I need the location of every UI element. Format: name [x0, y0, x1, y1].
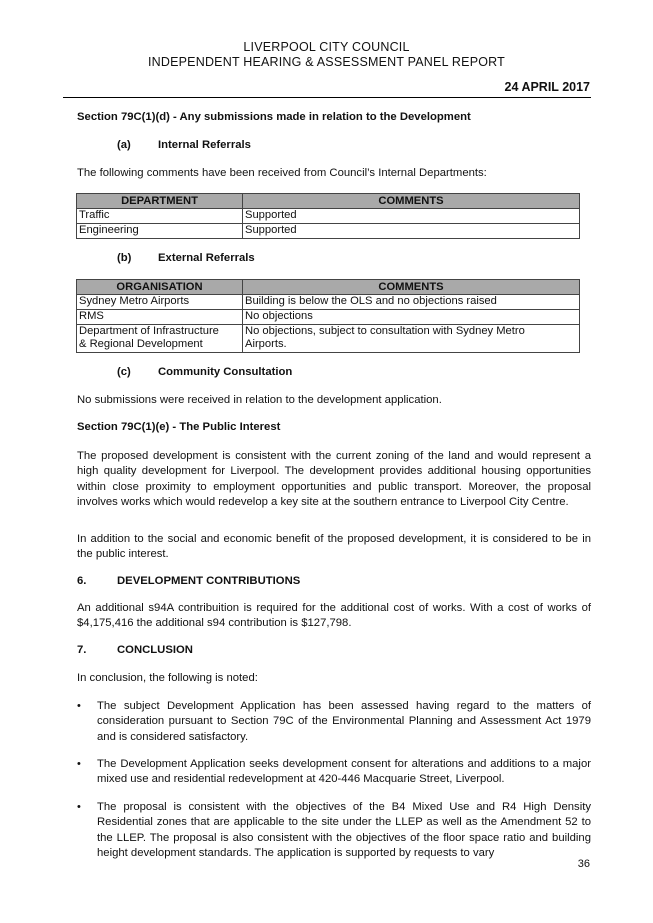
council-name: LIVERPOOL CITY COUNCIL	[243, 40, 410, 54]
section-79c-d-heading: Section 79C(1)(d) - Any submissions made in relation to the Development	[77, 111, 471, 123]
conclusion-bullet-text: The proposal is consistent with the objectives of the B4 Mixed Use and R4 High Density Residential zones that are applicable to the site under the LLEP as well as the Amendment 52 to the LLEP. The proposal is also consistent with the objectives of the floor space ratio and building height development standards. The application is supported by requests to vary	[97, 801, 591, 859]
comments-column-header: COMMENTS	[243, 280, 580, 295]
bullet-icon: •	[77, 758, 81, 770]
report-title: INDEPENDENT HEARING & ASSESSMENT PANEL REPORT	[147, 55, 505, 69]
organisation-cell: RMS	[77, 309, 243, 324]
table-row	[77, 295, 580, 310]
header-divider	[63, 97, 591, 98]
table-header-row	[77, 194, 580, 209]
department-cell: Engineering	[77, 223, 243, 238]
public-interest-paragraph-2: In addition to the social and economic benefit of the proposed development, it is considered to be in the public interest.	[77, 533, 591, 561]
comment-cell	[243, 324, 580, 353]
bullet-icon: •	[77, 700, 81, 712]
section-79c-e-heading: Section 79C(1)(e) - The Public Interest	[77, 421, 281, 433]
internal-referrals-intro: The following comments have been received from Council’s Internal Departments:	[77, 167, 487, 179]
internal-referrals-table	[76, 193, 580, 239]
department-column-header: DEPARTMENT	[77, 194, 243, 209]
comments-column-header: COMMENTS	[243, 194, 580, 209]
comment-cell: No objections	[243, 309, 580, 324]
table-header-row	[77, 280, 580, 295]
page-number: 36	[577, 858, 590, 870]
external-referrals-label: (b)	[117, 252, 132, 264]
conclusion-intro: In conclusion, the following is noted:	[77, 672, 258, 684]
comment-line: Airports.	[245, 338, 287, 351]
table-row	[77, 324, 580, 353]
comment-cell: Supported	[243, 209, 580, 224]
conclusion-bullet-text: The Development Application seeks development consent for alterations and additions to a major mixed use and residential redevelopment at 420-446 Macquarie Street, Liverpool.	[97, 758, 591, 786]
internal-referrals-title: Internal Referrals	[158, 139, 251, 151]
community-consultation-title: Community Consultation	[158, 366, 293, 378]
comment-cell: Building is below the OLS and no objections raised	[243, 295, 580, 310]
conclusion-bullet-text: The subject Development Application has been assessed having regard to the matters of consideration pursuant to Section 79C of the Environmental Planning and Assessment Act 1979 and is considered satisfactory.	[97, 700, 591, 743]
bullet-icon: •	[77, 801, 81, 813]
organisation-cell: Sydney Metro Airports	[77, 295, 243, 310]
public-interest-paragraph-1: The proposed development is consistent with the current zoning of the land and would represent a high quality development for Liverpool. The development provides additional housing opportunities within close proximity to employment opportunities and public transport. Moreover, the proposal involves works which would redevelop a key site at the southern entrance to Liverpool City Centre.	[77, 450, 591, 508]
comment-cell: Supported	[243, 223, 580, 238]
contributions-paragraph: An additional s94A contribuition is required for the additional cost of works. With a cost of works of $4,175,416 the additional s94 contribution is $127,798.	[77, 602, 591, 630]
external-referrals-title: External Referrals	[158, 252, 255, 264]
department-cell: Traffic	[77, 209, 243, 224]
section-6-number: 6.	[77, 575, 87, 587]
section-7-title: CONCLUSION	[117, 644, 193, 656]
community-consultation-label: (c)	[117, 366, 131, 378]
table-row	[77, 209, 580, 224]
organisation-line: Department of Infrastructure	[79, 324, 219, 337]
section-7-number: 7.	[77, 644, 87, 656]
organisation-column-header: ORGANISATION	[77, 280, 243, 295]
internal-referrals-label: (a)	[117, 139, 131, 151]
report-date: 24 APRIL 2017	[504, 80, 590, 94]
comment-line: No objections, subject to consultation with Sydney Metro	[245, 324, 525, 337]
organisation-cell	[77, 324, 243, 353]
table-row	[77, 223, 580, 238]
external-referrals-table	[76, 279, 580, 353]
organisation-line: & Regional Development	[79, 338, 203, 351]
section-6-title: DEVELOPMENT CONTRIBUTIONS	[117, 575, 301, 587]
community-consultation-text: No submissions were received in relation to the development application.	[77, 394, 442, 406]
table-row	[77, 309, 580, 324]
